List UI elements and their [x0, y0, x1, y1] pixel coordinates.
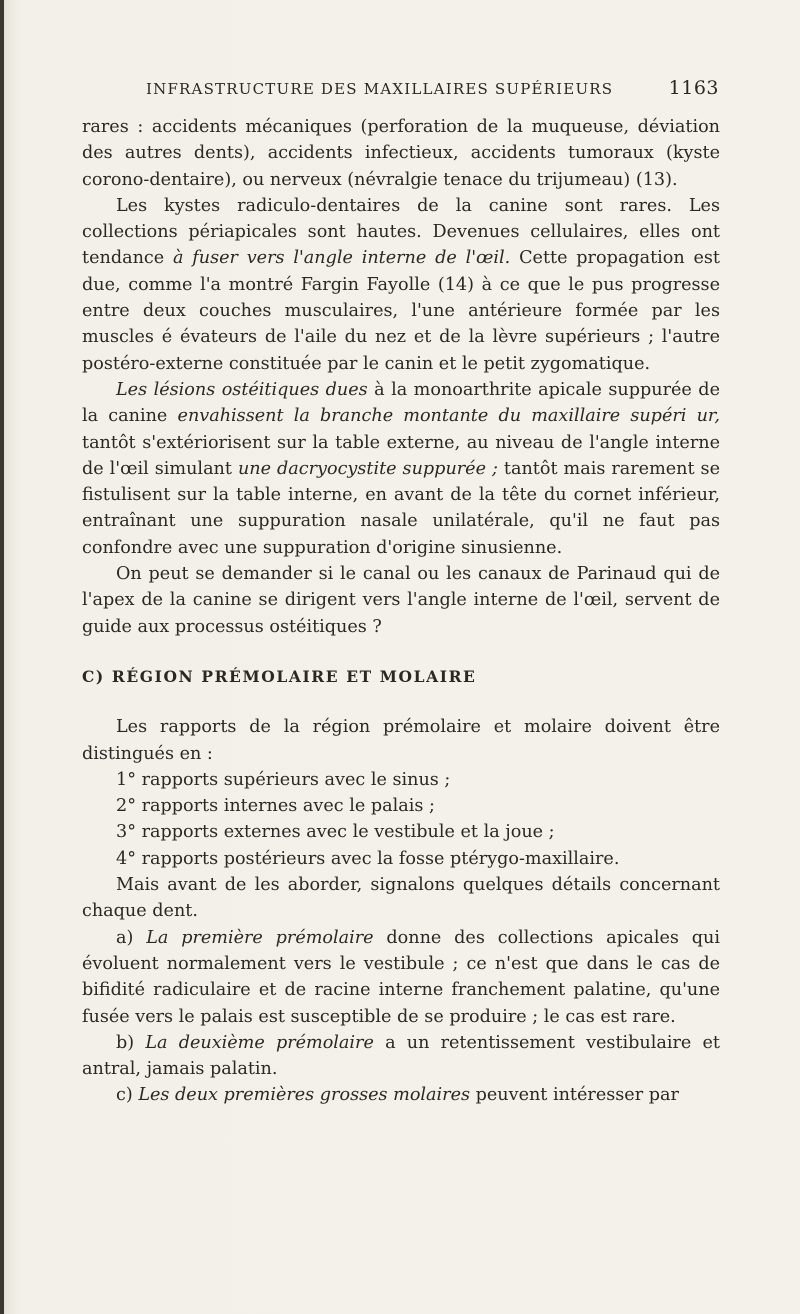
item-a-text: donne des collections apicales qui évoluent normalement vers le vestibule ; ce n'est que dans le cas de bifidité radiculaire et de racine interne franchement palatine, qu'une fusée vers le palais est susceptible de se produire ; le cas est rare.: [82, 927, 720, 1027]
list-item-1: 1° rapports supérieurs avec le sinus ;: [116, 769, 451, 790]
item-c-label: c): [116, 1085, 139, 1106]
paragraph-avant: Mais avant de les aborder, signalons quelques détails concernant chaque dent.: [82, 875, 720, 922]
paragraph-lesions-italic-2: envahissent la branche montante du maxillaire supéri ur,: [177, 406, 720, 427]
paragraph-lesions-italic-1: Les lésions ostéitiques dues: [116, 379, 368, 400]
item-a: [82, 925, 720, 1030]
paragraph-rapports: Les rapports de la région prémolaire et molaire doivent être distingués en :: [82, 717, 720, 764]
page-header: [146, 77, 719, 103]
item-b-text: a un retentissement vestibulaire et antral, jamais palatin.: [82, 1032, 720, 1080]
paragraph-kystes-text-1: Les kystes radiculo-dentaires de la canine sont rares. Les collections périapicales sont hautes. Devenues cellulaires, elles ont tendance: [82, 195, 720, 269]
paragraph-lesions-italic-3: une dacryocystite suppurée ;: [237, 458, 498, 479]
paragraph-lesions-text-3: tantôt mais rarement se fistulisent sur la table interne, en avant de la tête du cornet inférieur, entraînant une suppuration nasale unilatérale, qu'il ne faut pas confondre avec une suppuration d'origine sinusienne.: [82, 458, 720, 558]
section-heading: C) RÉGION PRÉMOLAIRE ET MOLAIRE: [82, 666, 477, 686]
paragraph-continuation: rares : accidents mécaniques (perforation de la muqueuse, déviation des autres dents), accidents infectieux, accidents tumoraux (kyste corono-dentaire), ou nerveux (névralgie tenace du trijumeau) (13).: [82, 117, 720, 190]
paragraph-lesions: [82, 377, 720, 561]
section-spacer-after: [82, 690, 720, 714]
paragraph-lesions-text-2: tantôt s'extériorisent sur la table externe, au niveau de l'angle interne de l'œil simulant: [82, 432, 720, 479]
paragraph-lesions-text-1: à la monoarthrite apicale suppurée de la canine: [82, 379, 720, 427]
paragraph-kystes-text-2: Cette propagation est due, comme l'a montré Fargin Fayolle (14) à ce que le pus progresse entre deux couches musculaires, l'une antérieure formée par les muscles é évateurs de l'aile du nez et de la lèvre supérieurs ; l'autre postéro-externe constituée par le canin et le petit zygomatique.: [82, 248, 720, 374]
paragraph-kystes-italic: à fuser vers l'angle interne de l'œil.: [172, 248, 511, 269]
item-a-label: a): [116, 927, 147, 948]
item-a-italic: La première prémolaire: [146, 927, 374, 948]
list-item-2: 2° rapports internes avec le palais ;: [116, 796, 435, 817]
paragraph-kystes: [82, 193, 720, 377]
section-spacer: [82, 640, 720, 664]
page-number: 1163: [668, 77, 719, 99]
item-b-label: b): [116, 1032, 146, 1053]
item-b-italic: La deuxième prémolaire: [145, 1032, 374, 1053]
running-title: INFRASTRUCTURE DES MAXILLAIRES SUPÉRIEURS: [146, 80, 614, 98]
body-text: [82, 114, 720, 1109]
item-b: [82, 1030, 720, 1083]
list-item-4: 4° rapports postérieurs avec la fosse ptérygo-maxillaire.: [116, 848, 620, 869]
item-c: [82, 1082, 720, 1108]
item-c-text: peuvent intéresser par: [470, 1085, 679, 1106]
paragraph-parinaud: On peut se demander si le canal ou les canaux de Parinaud qui de l'apex de la canine se dirigent vers l'angle interne de l'œil, servent de guide aux processus ostéitiques ?: [82, 564, 720, 637]
item-c-italic: Les deux premières grosses molaires: [138, 1085, 471, 1106]
page-binding-edge: [0, 0, 4, 1314]
list-item-3: 3° rapports externes avec le vestibule et la joue ;: [116, 822, 555, 843]
